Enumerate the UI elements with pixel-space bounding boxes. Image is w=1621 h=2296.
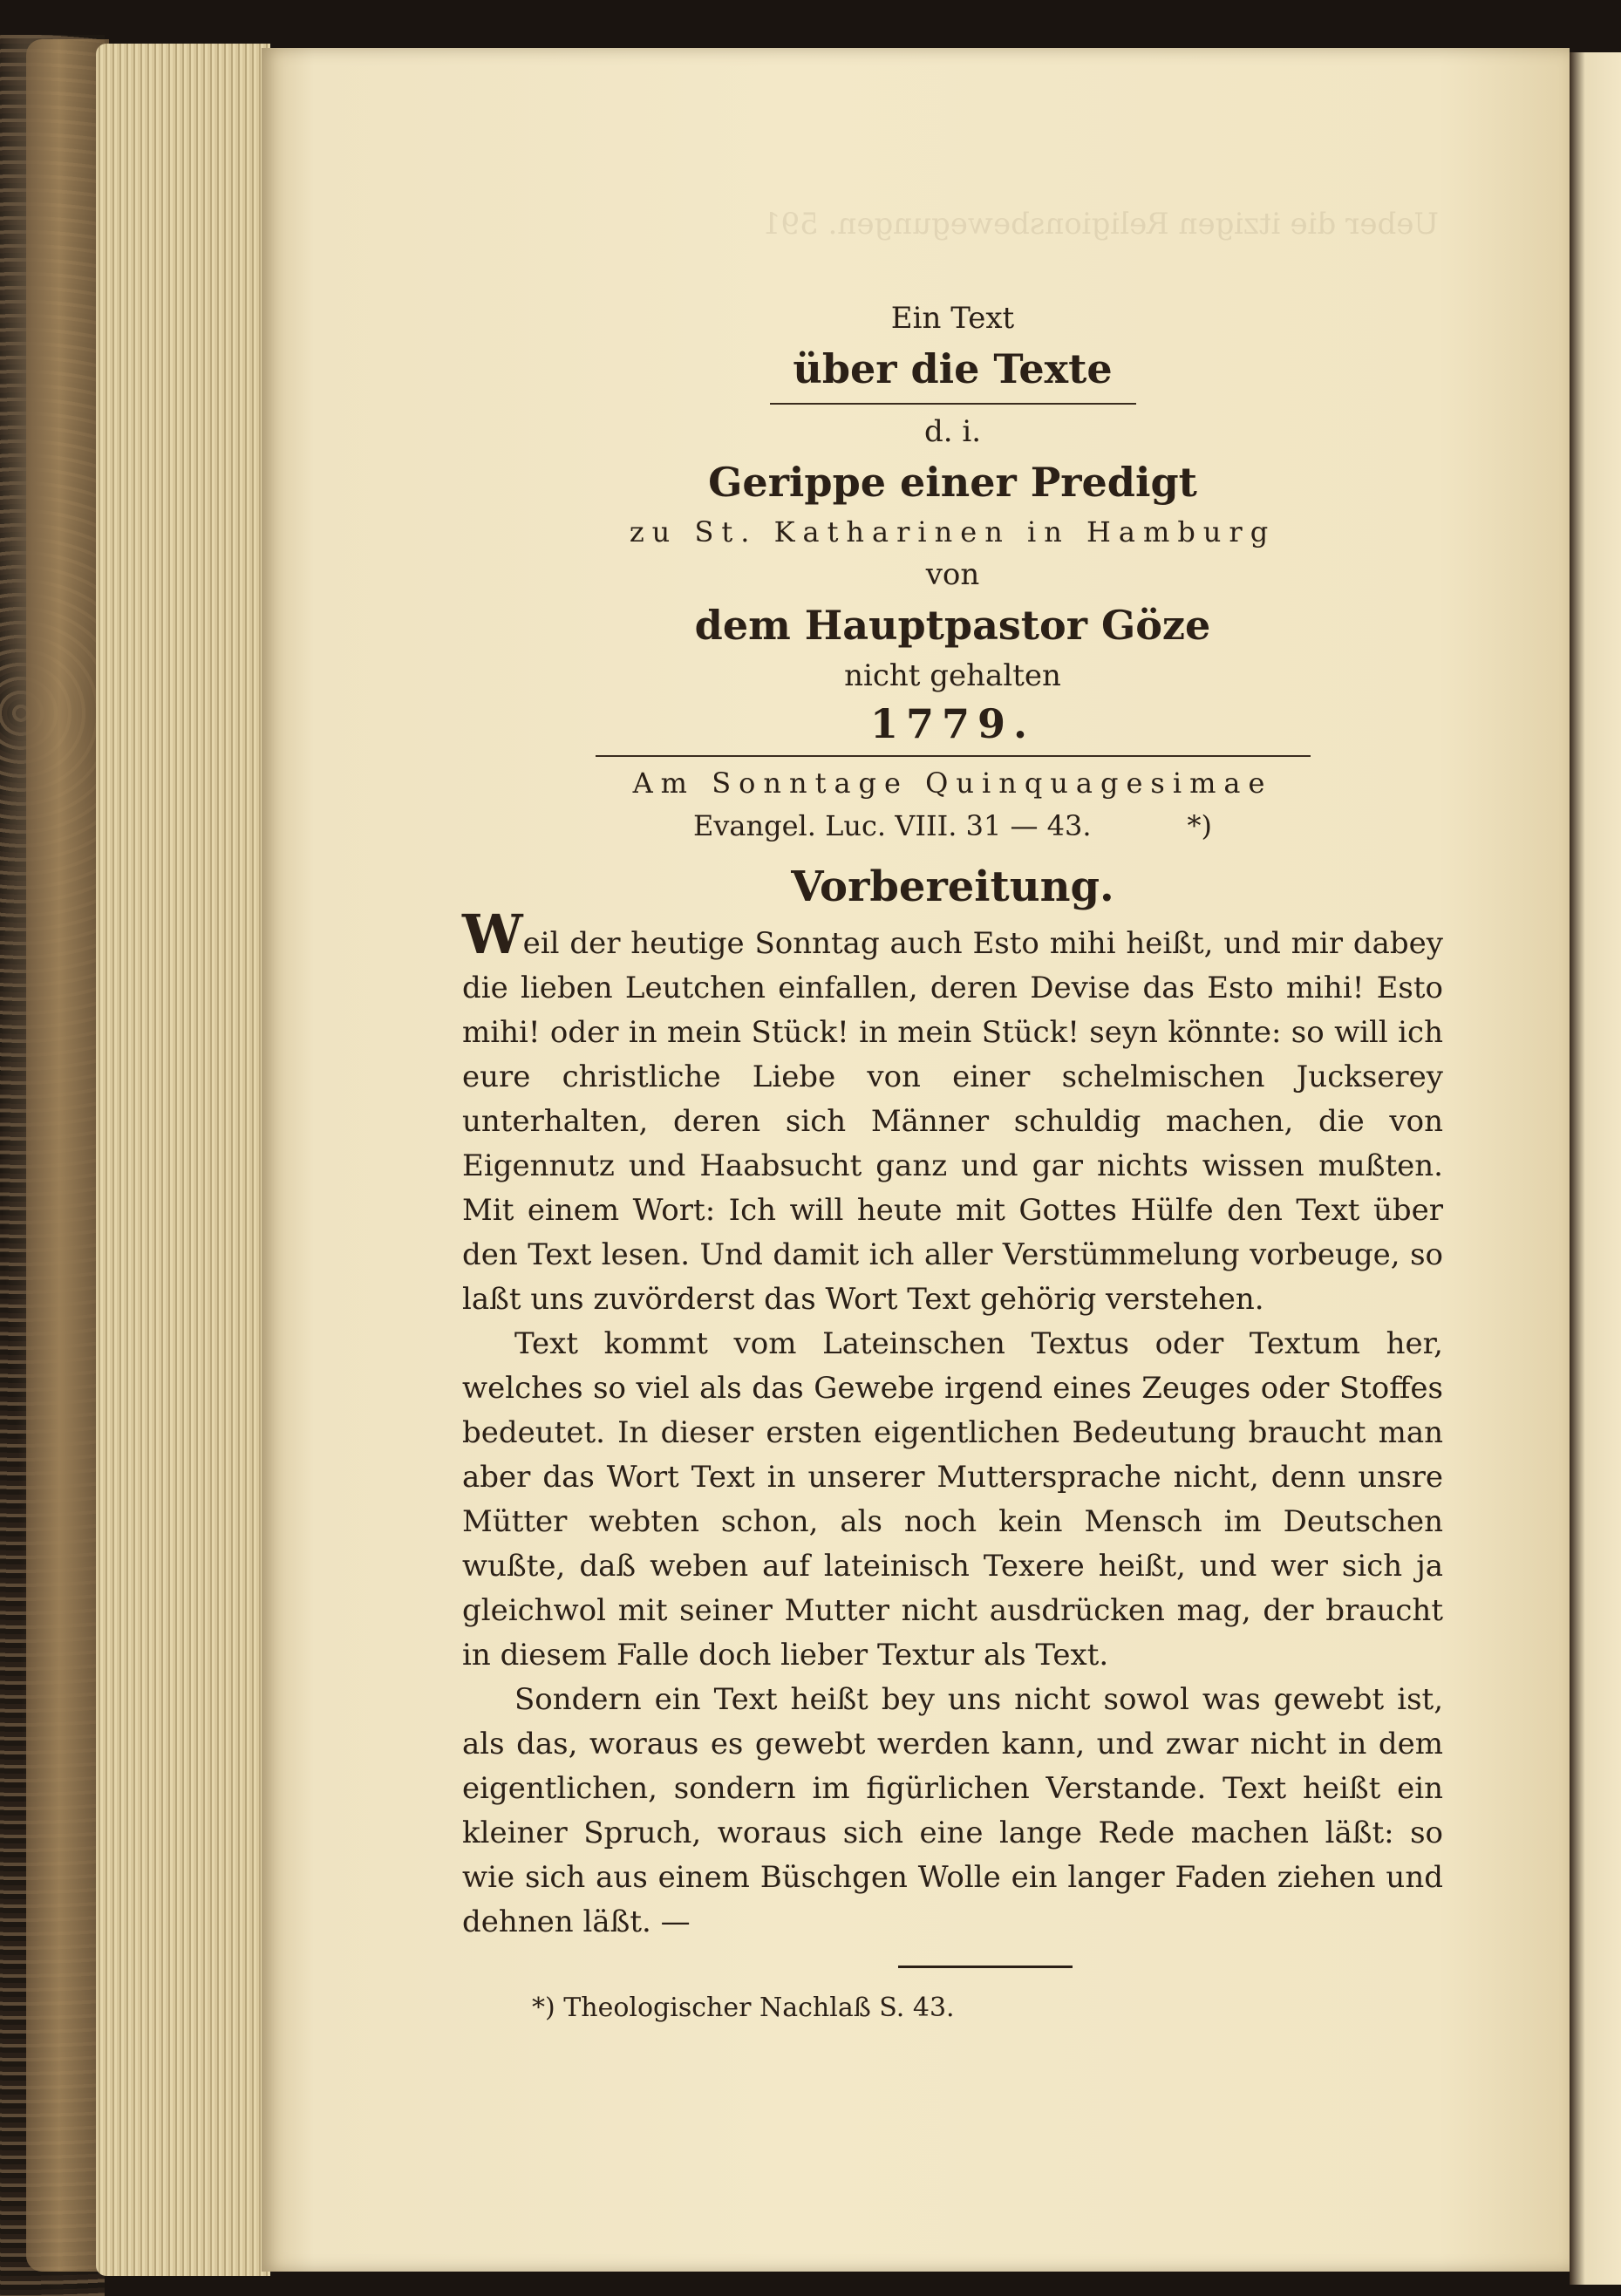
title-line-3: d. i. xyxy=(923,414,982,449)
title-line-2: über die Texte xyxy=(793,345,1113,392)
paragraph-2: Text kommt vom Lateinschen Textus oder Textum her, welches so viel als das Gewebe irgend eines Zeuges oder Stoffes bedeutet. In dieser ersten eigentlichen Bedeutung braucht man aber das Wort Text in unserer Muttersprache nicht, denn unsre Mütter webten schon, als noch kein Mensch im Deutschen wußte, daß weben auf lateinisch Texere heißt, und wer sich ja gleichwol mit seiner Mutter nicht ausdrücken mag, der braucht in diesem Falle doch lieber Textur als Text. xyxy=(462,1326,1443,1673)
paragraph-1-text: eil der heutige Sonntag auch Esto mihi heißt, und mir dabey die lieben Leutchen einfallen, deren Devise das Esto mihi! Esto mihi! oder in mein Stück! in mein Stück! seyn könnte: so will ich eure christliche Liebe von einer schelmischen Juckserey unterhalten, deren sich Männer schuldig machen, die von Eigennutz und Haabsucht ganz und gar nichts wissen mußten. Mit einem Wort: Ich will heute mit Gottes Hülfe den Text über den Text lesen. Und damit ich aller Verstümmelung vorbeuge, so laßt uns zuvörderst das Wort Text gehörig verstehen. xyxy=(462,926,1443,1317)
paragraph-1 xyxy=(462,903,1443,1322)
title-line-8: nicht gehalten xyxy=(844,658,1061,693)
occasion-rule xyxy=(596,755,1311,757)
section-heading: Vorbereitung. xyxy=(791,862,1114,911)
facing-page-edge xyxy=(1570,52,1621,2285)
page-content xyxy=(462,296,1443,2027)
title-line-7: dem Hauptpastor Göze xyxy=(694,602,1211,649)
title-rule xyxy=(770,403,1136,405)
title-line-4: Gerippe einer Predigt xyxy=(708,459,1197,506)
page-edges xyxy=(96,44,270,2276)
show-through-text: Ueber die itzigen Religionsbewegungen. 591 xyxy=(761,207,1439,242)
footnote-rule xyxy=(898,1966,1073,1968)
occasion-reference: Evangel. Luc. VIII. 31 — 43. xyxy=(692,809,1092,842)
footnote-marker: *) xyxy=(1187,809,1213,842)
occasion-line: Am Sonntage Quinquagesimae xyxy=(632,766,1273,800)
title-line-6: von xyxy=(925,557,980,592)
title-year: 1779. xyxy=(869,700,1036,747)
title-line-5: zu St. Katharinen in Hamburg xyxy=(629,515,1277,548)
footnote: *) Theologischer Nachlaß S. 43. xyxy=(532,1993,955,2023)
drop-cap: W xyxy=(462,903,523,966)
paragraph-3: Sondern ein Text heißt bey uns nicht sowol was gewebt ist, als das, woraus es gewebt werden kann, und zwar nicht in dem eigentlichen, sondern im figürlichen Verstande. Text heißt ein kleiner Spruch, woraus sich eine lange Rede machen läßt: so wie sich aus einem Büschgen Wolle ein langer Faden ziehen und dehnen läßt. — xyxy=(462,1682,1443,1939)
title-line-1: Ein Text xyxy=(890,301,1015,336)
occasion-reference-row xyxy=(462,804,1443,848)
